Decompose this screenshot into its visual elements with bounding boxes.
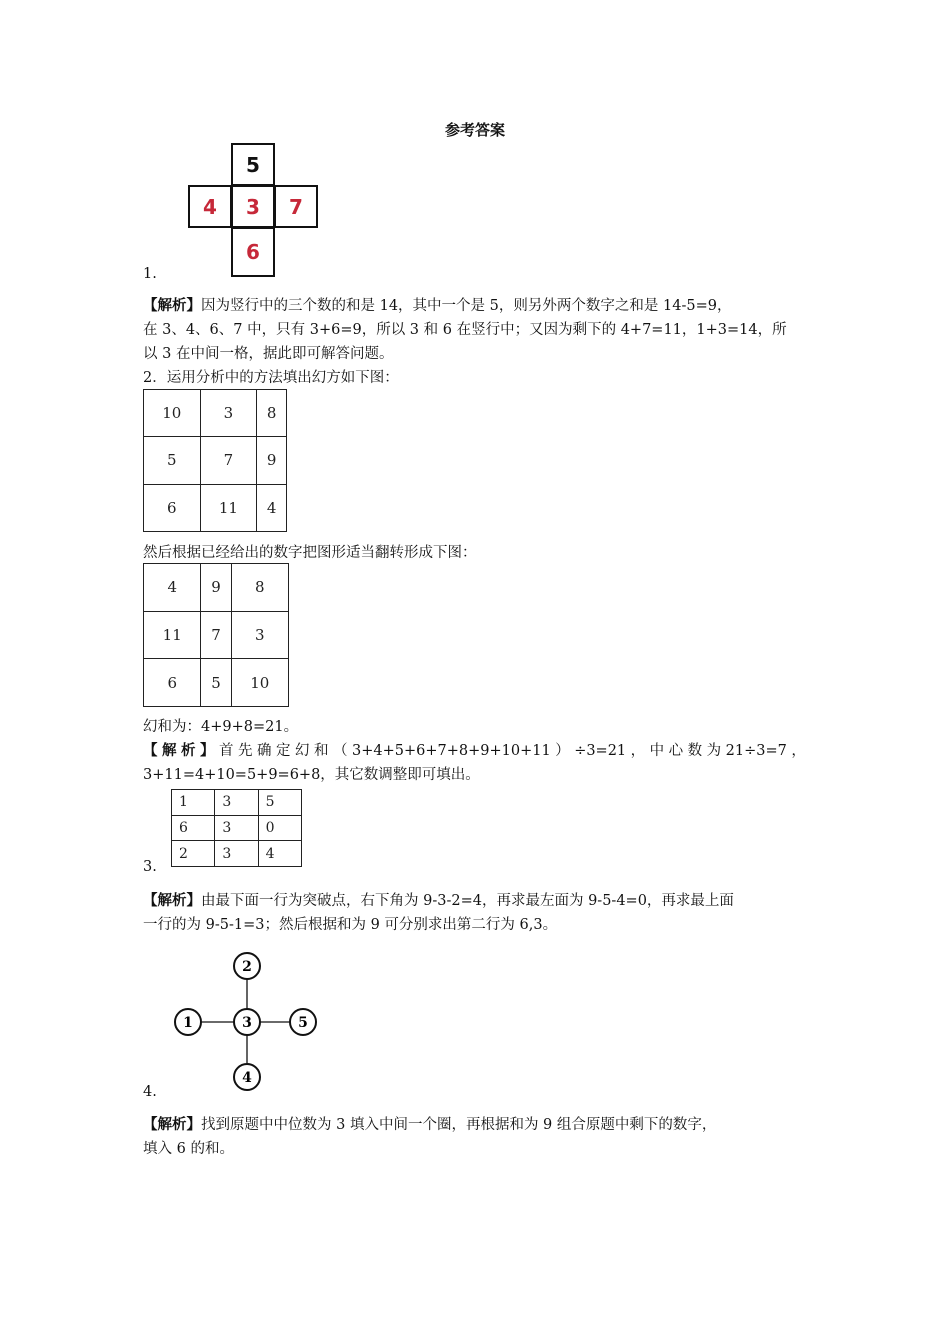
square2-cell: 4 [144, 564, 201, 612]
q4-node-left [175, 1009, 201, 1035]
q2-analysis-part: 确 [257, 743, 272, 759]
magic-square-1 [143, 389, 287, 532]
square2-cell: 11 [144, 611, 201, 659]
q2-analysis-part: 21÷3=7 [725, 743, 787, 759]
q3-cell: 0 [258, 815, 301, 841]
q2-intro: 2．运用分析中的方法填出幻方如下图： [143, 370, 399, 386]
q2-analysis-part: ， [791, 743, 806, 759]
cross-bottom-cell: 6 [231, 227, 275, 277]
q2-analysis-part: 数 [687, 743, 703, 759]
q4-node-diagram [170, 950, 320, 1095]
q3-number: 3. [143, 859, 157, 875]
cross-center-cell: 3 [231, 185, 275, 228]
q1-analysis-line-1 [143, 294, 731, 318]
square2-cell: 7 [201, 611, 231, 659]
q2-analysis-part: ÷3=21 [574, 743, 627, 759]
q3-cell: 3 [215, 790, 258, 816]
q1-analysis-tag: 【解析】 [143, 298, 201, 314]
q2-analysis-part: 首 [219, 743, 234, 759]
q3-grid [171, 789, 302, 867]
square2-cell: 6 [144, 659, 201, 707]
q3-analysis-line-1 [143, 889, 734, 913]
q3-cell: 6 [172, 815, 215, 841]
q3-analysis-text-1: 由最下面一行为突破点，右下角为 9-3-2=4，再求最左面为 9-5-4=0，再求最上面 [201, 893, 734, 909]
q3-cell: 5 [258, 790, 301, 816]
square1-cell: 11 [200, 484, 257, 531]
q2-analysis-line-2: 3+11=4+10=5+9=6+8，其它数调整即可填出。 [143, 767, 480, 783]
q2-analysis-part: 心 [668, 743, 684, 759]
q2-analysis-part: 定 [276, 743, 291, 759]
q2-analysis-part: 【 [143, 743, 158, 759]
square1-cell: 9 [257, 437, 287, 484]
q2-analysis-part: 和 [314, 743, 329, 759]
q3-cell: 2 [172, 841, 215, 867]
q4-node-top [234, 953, 260, 979]
square1-cell: 10 [144, 390, 201, 437]
square2-cell: 3 [231, 611, 288, 659]
cross-right-cell: 7 [274, 185, 318, 228]
q2-analysis-part: 3+4+5+6+7+8+9+10+11 [352, 743, 551, 759]
q3-cell: 3 [215, 815, 258, 841]
q3-cell: 3 [215, 841, 258, 867]
q4-analysis-line-2: 填入 6 的和。 [143, 1141, 234, 1157]
cross-top-cell: 5 [231, 143, 275, 186]
q2-analysis-part: 为 [706, 743, 722, 759]
q2-analysis-part: 】 [200, 743, 215, 759]
q4-number: 4. [143, 1084, 157, 1100]
square1-cell: 4 [257, 484, 287, 531]
q1-analysis-text-1: 因为竖行中的三个数的和是 14，其中一个是 5，则另外两个数字之和是 14-5=9， [201, 298, 732, 314]
q2-analysis-part: 析 [181, 743, 196, 759]
magic-square-2 [143, 563, 289, 707]
q4-analysis-text-1: 找到原题中中位数为 3 填入中间一个圈，再根据和为 9 组合原题中剩下的数字， [201, 1117, 717, 1133]
q2-analysis-part: 先 [238, 743, 253, 759]
square1-cell: 6 [144, 484, 201, 531]
q2-analysis-part: 中 [649, 743, 665, 759]
q1-analysis-line-2: 在 3、4、6、7 中，只有 3+6=9，所以 3 和 6 在竖行中；又因为剩下的 4+7=11，1+3=14，所 [143, 322, 787, 338]
q2-magic-sum: 幻和为：4+9+8=21。 [143, 719, 299, 735]
q1-analysis-line-3: 以 3 在中间一格，据此即可解答问题。 [143, 346, 394, 362]
square2-cell: 5 [201, 659, 231, 707]
q4-node-right-label: 5 [298, 1015, 308, 1031]
square2-cell: 10 [231, 659, 288, 707]
q2-analysis-part: （ [333, 743, 348, 759]
q4-node-bottom-label: 4 [242, 1070, 252, 1086]
q3-cell: 1 [172, 790, 215, 816]
q3-analysis-line-2: 一行的为 9-5-1=3；然后根据和为 9 可分别求出第二行为 6,3。 [143, 917, 558, 933]
q4-analysis-line-1 [143, 1113, 716, 1137]
q4-node-center-label: 3 [242, 1015, 252, 1031]
q2-analysis-part: 解 [162, 743, 177, 759]
square1-cell: 7 [200, 437, 257, 484]
q4-node-top-label: 2 [242, 959, 252, 975]
q2-analysis-part: ） [555, 743, 570, 759]
q4-analysis-tag: 【解析】 [143, 1117, 201, 1133]
q1-number: 1. [143, 266, 157, 282]
square1-cell: 3 [200, 390, 257, 437]
q2-transition: 然后根据已经给出的数字把图形适当翻转形成下图： [143, 545, 477, 561]
q2-analysis-part: 幻 [295, 743, 310, 759]
q2-analysis-part: ， [630, 743, 646, 759]
square1-cell: 8 [257, 390, 287, 437]
q4-node-bottom [234, 1064, 260, 1090]
page-title: 参考答案 [444, 121, 505, 139]
q4-node-right [290, 1009, 316, 1035]
q3-cell: 4 [258, 841, 301, 867]
square2-cell: 9 [201, 564, 231, 612]
q4-node-left-label: 1 [183, 1015, 193, 1031]
square1-cell: 5 [144, 437, 201, 484]
cross-figure [188, 143, 322, 277]
cross-left-cell: 4 [188, 185, 232, 228]
q2-analysis-line-1 [143, 739, 806, 763]
q4-node-center [234, 1009, 260, 1035]
square2-cell: 8 [231, 564, 288, 612]
q3-analysis-tag: 【解析】 [143, 893, 201, 909]
